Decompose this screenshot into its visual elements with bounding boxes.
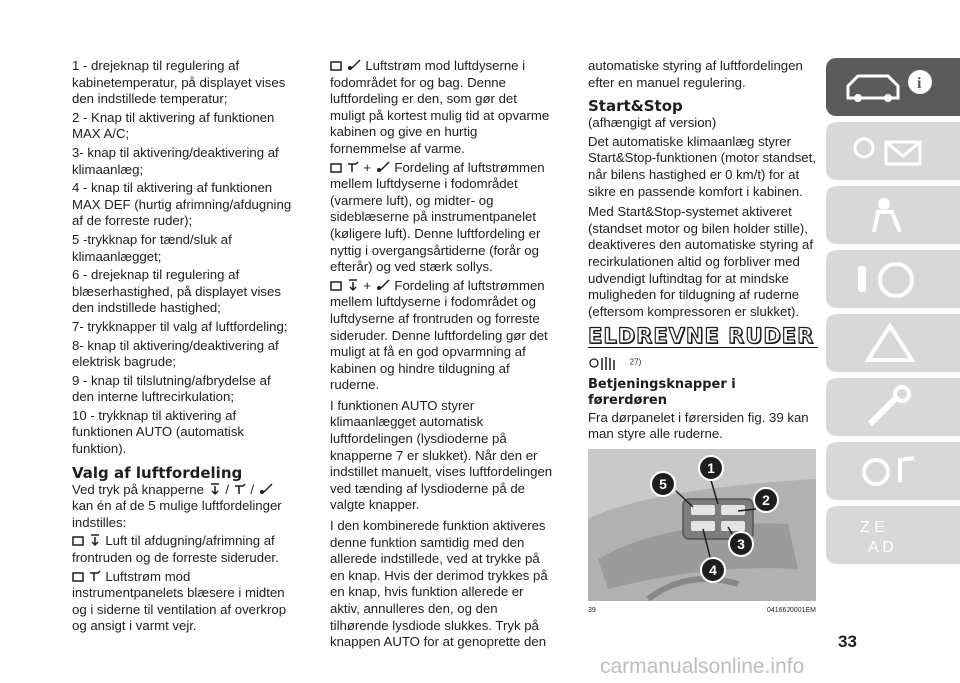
dashboard-lights-icon — [840, 128, 940, 174]
start-stop-paragraph-1: Det automatiske klimaanlæg styrer Start&Stop-funktionen (motor standset, når bilens hastighed er 0 km/t) for at sikre en passende komfort i kabinen. — [588, 133, 816, 199]
car-info-icon — [840, 64, 940, 110]
mixed-paragraph — [330, 278, 555, 394]
seat-icon — [72, 535, 84, 547]
feet-text: Luftstrøm mod luftdyserne i fodområdet for og bag. Denne luftfordeling er den, som gør det muligt på kortest mulig tid at opvarme kabinen og give en hurtig fornemmelse af varme. — [330, 58, 550, 156]
start-stop-paragraph-2: Med Start&Stop-systemet aktiveret (standset motor og bilen holder stille), deaktiveres den automatiske styring af recirkulationen altid og forbliver med udvendigt luftindtag for at mindske muligheden for tildugning af ruderne (eftersom kompressoren er slukket). — [588, 204, 814, 319]
tab-dashboard-lights[interactable] — [826, 122, 960, 180]
list-item-1: 1 - drejeknap til regulering af kabinetemperatur, på displayet vises den indstillede temperatur; — [72, 58, 286, 107]
callout-4: 4 — [700, 557, 726, 583]
tab-car-info[interactable] — [826, 58, 960, 116]
list-item-10: 10 - trykknap til aktivering af funktionen AUTO (automatisk funktion). — [72, 407, 245, 457]
face-paragraph — [72, 569, 296, 635]
list-item-2: 2 - Knap til aktivering af funktionen MAX A/C; — [72, 109, 275, 142]
feet-paragraph — [330, 58, 555, 158]
warning-ref-number: 27) — [629, 357, 642, 367]
svg-text:i: i — [917, 75, 922, 92]
chapter-title: ELDREVNE RUDER — [588, 324, 815, 349]
defrost-text: Luft til afdugning/afrimning af frontruden og de forreste sideruder. — [72, 533, 279, 566]
column-3 — [588, 58, 818, 619]
index-letters-icon — [840, 512, 940, 558]
list-item-6: 6 - drejeknap til regulering af blæserhastighed, på displayet vises den indstillede hastighed; — [72, 267, 281, 316]
tab-emergency[interactable] — [826, 314, 960, 372]
intro-sep-1: / — [225, 481, 229, 497]
tab-service[interactable] — [826, 378, 960, 436]
seat-icon — [330, 280, 342, 292]
media-icon — [840, 448, 940, 494]
page-number: 33 — [838, 632, 857, 651]
feet-airflow-icon — [375, 160, 391, 174]
figure-code: 04166J0001EM — [766, 606, 816, 614]
figure-caption — [588, 603, 816, 620]
intro-text-a: Ved tryk på knapperne — [72, 481, 204, 497]
svg-text:Z E: Z E — [860, 519, 885, 536]
callout-2: 2 — [753, 487, 779, 513]
defrost-airflow-icon — [346, 278, 360, 292]
tab-index[interactable] — [826, 506, 960, 564]
warning-reference — [588, 354, 818, 375]
figure-number: 39 — [588, 606, 596, 614]
feet-airflow-icon — [346, 58, 362, 72]
list-item-5: 5 -trykknap for tænd/sluk af klimaanlægget; — [72, 231, 232, 264]
tab-starting-driving[interactable] — [826, 250, 960, 308]
column-1 — [72, 58, 296, 637]
intro-sep-2: / — [250, 481, 254, 497]
chapter-tabs — [826, 58, 960, 570]
seat-icon — [330, 162, 342, 174]
heading-air-distribution: Valg af luftfordeling — [72, 463, 243, 482]
tab-safety[interactable] — [826, 186, 960, 244]
callout-5: 5 — [650, 471, 676, 497]
list-item-9: 9 - knap til tilslutning/afbrydelse af den interne luftrecirkulation; — [72, 372, 271, 405]
tab-multimedia[interactable] — [826, 442, 960, 500]
section-heading: Betjeningsknapper i førerdøren — [588, 376, 736, 409]
defrost-airflow-icon — [88, 533, 102, 547]
list-item-7: 7- trykknapper til valg af luftfordeling; — [72, 318, 288, 334]
intro-paragraph — [72, 482, 296, 532]
defrost-airflow-icon — [208, 482, 222, 496]
combined-paragraph: I den kombinerede funktion aktiveres denne funktion samtidig med den allerede indstillede, ved at trykke på en knap. Hvis der derimod trykkes på en knap, hvis funktion allerede er aktiv, annulleres den, og den tilhørende lysdiode slukkes. Tryk på knappen AUTO for at genoprette den — [330, 518, 548, 650]
svg-text:A D: A D — [868, 539, 894, 556]
service-wrench-icon — [840, 384, 940, 430]
door-panel-paragraph: Fra dørpanelet i førersiden fig. 39 kan man styre alle ruderne. — [588, 409, 809, 442]
door-panel-figure — [588, 449, 816, 601]
child-hand-warning-icon — [588, 354, 626, 372]
list-item-3: 3- knap til aktivering/deaktivering af klimaanlæg; — [72, 144, 279, 177]
plus-sign: + — [363, 159, 372, 175]
continued-paragraph: automatiske styring af luftfordelingen efter en manuel regulering. — [588, 58, 803, 90]
feet-airflow-icon — [375, 278, 391, 292]
column-2 — [330, 58, 555, 653]
safety-airbag-icon — [840, 192, 940, 238]
watermark: carmanualsonline.info — [600, 655, 805, 678]
list-item-8: 8- knap til aktivering/deaktivering af elektrisk bagrude; — [72, 337, 279, 370]
face-airflow-icon — [88, 569, 102, 583]
callout-3: 3 — [728, 531, 754, 557]
warning-triangle-icon — [840, 320, 940, 366]
face-text: Luftstrøm mod instrumentpanelets blæsere i midten og i siderne til ventilation af overkrop og ansigt i varmt vejr. — [72, 568, 287, 634]
heading-start-stop: Start&Stop — [588, 97, 683, 116]
seat-icon — [330, 60, 342, 72]
mixed-text: Fordeling af luftstrømmen mellem luftdyserne i fodområdet og luftdyserne af frontruden og forreste sideruder. Denne luftfordeling gør det muligt at få en god opvarmning af kabinen og hindre tildugning af ruderne. — [330, 277, 548, 393]
face-airflow-icon — [233, 482, 247, 496]
callout-1: 1 — [698, 455, 724, 481]
steering-key-icon — [840, 256, 940, 302]
face-airflow-icon — [346, 160, 360, 174]
defrost-paragraph — [72, 533, 296, 566]
version-note: (afhængigt af version) — [588, 115, 717, 131]
feet-airflow-icon — [258, 482, 274, 496]
seat-icon — [72, 571, 84, 583]
bilevel-text: Fordeling af luftstrømmen mellem luftdyserne i fodområdet (varmere luft), og midter- og sideblæserne på instrumentpanelet (køligere luft). Denne luftfordeling er nyttig i overgangsårtiderne (forår og efterår) og ved stærk sollys. — [330, 159, 545, 275]
auto-paragraph: I funktionen AUTO styrer klimaanlægget automatisk luftfordelingen (lysdioderne på knapperne 7 er slukket). Når den er indstillet manuelt, vises luftfordelingen ved tænding af lysdioderne på de valgte knapper. — [330, 397, 553, 513]
bilevel-paragraph — [330, 160, 555, 276]
plus-sign: + — [363, 277, 372, 293]
list-item-4: 4 - knap til aktivering af funktionen MAX DEF (hurtig afrimning/afdugning af de forreste ruder); — [72, 180, 292, 229]
intro-text-b: kan én af de 5 mulige luftfordelinger indstilles: — [72, 498, 282, 530]
